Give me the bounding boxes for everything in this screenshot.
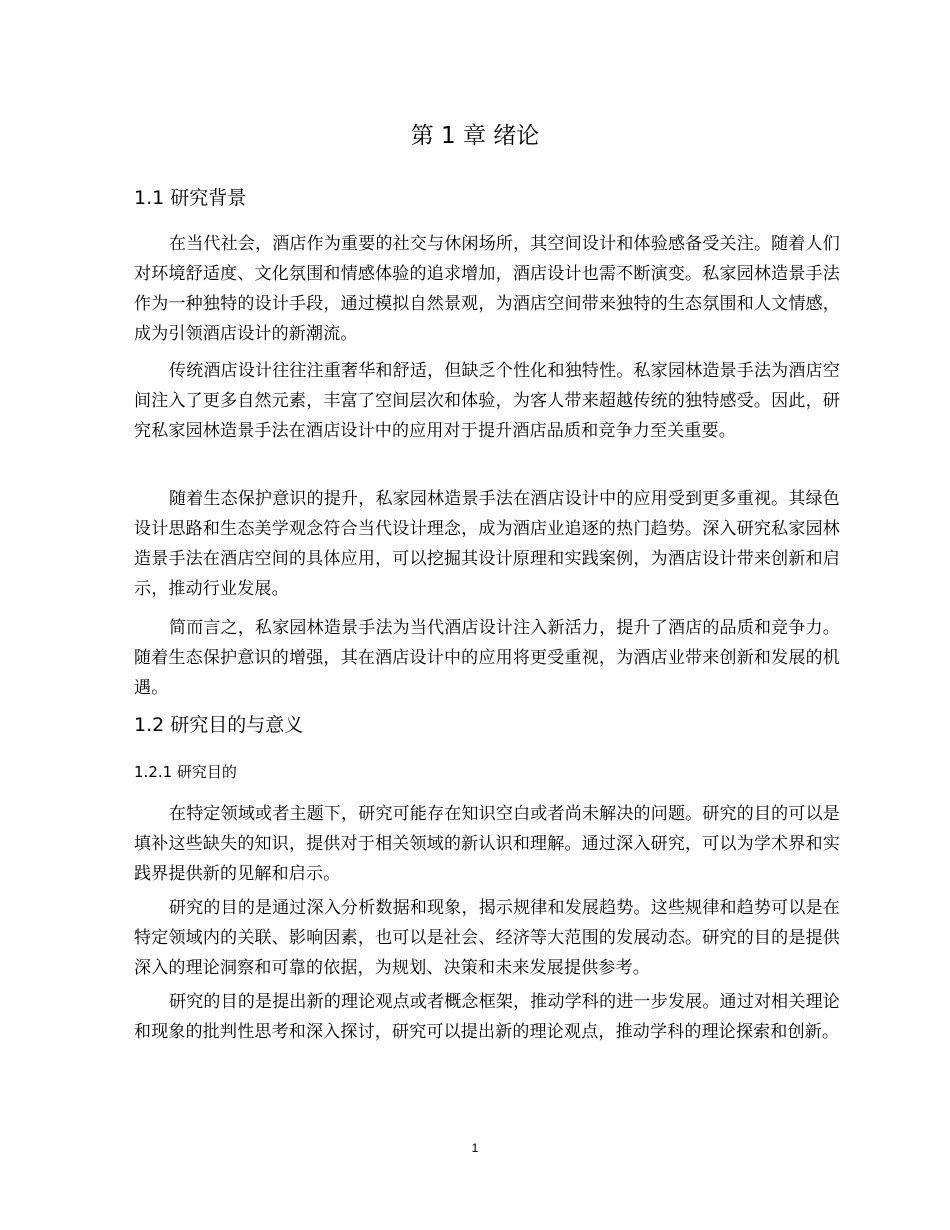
paragraph: 简而言之，私家园林造景手法为当代酒店设计注入新活力，提升了酒店的品质和竞争力。随着生态保护意识的增强，其在酒店设计中的应用将更受重视，为酒店业带来创新和发展的机遇。 xyxy=(134,618,840,698)
section-heading-1-1: 1.1 研究背景 xyxy=(134,187,247,209)
paragraph: 随着生态保护意识的提升，私家园林造景手法在酒店设计中的应用受到更多重视。其绿色设计思路和生态美学观念符合当代设计理念，成为酒店业追逐的热门趋势。深入研究私家园林造景手法在酒店空间的具体应用，可以挖掘其设计原理和实践案例，为酒店设计带来创新和启示，推动行业发展。 xyxy=(134,489,840,599)
paragraph: 在当代社会，酒店作为重要的社交与休闲场所，其空间设计和体验感备受关注。随着人们对环境舒适度、文化氛围和情感体验的追求增加，酒店设计也需不断演变。私家园林造景手法作为一种独特的设计手段，通过模拟自然景观，为酒店空间带来独特的生态氛围和人文情感，成为引领酒店设计的新潮流。 xyxy=(134,234,840,344)
page-number: 1 xyxy=(471,1141,479,1155)
paragraph: 在特定领域或者主题下，研究可能存在知识空白或者尚未解决的问题。研究的目的可以是填补这些缺失的知识，提供对于相关领域的新认识和理解。通过深入研究，可以为学术界和实践界提供新的见解和启示。 xyxy=(134,804,840,884)
chapter-title: 第 1 章 绪论 xyxy=(410,123,540,149)
section-heading-1-2: 1.2 研究目的与意义 xyxy=(134,714,304,736)
subsection-heading-1-2-1: 1.2.1 研究目的 xyxy=(134,763,237,781)
paragraph: 传统酒店设计往往注重奢华和舒适，但缺乏个性化和独特性。私家园林造景手法为酒店空间注入了更多自然元素，丰富了空间层次和体验，为客人带来超越传统的独特感受。因此，研究私家园林造景手法在酒店设计中的应用对于提升酒店品质和竞争力至关重要。 xyxy=(134,361,840,441)
paragraph: 研究的目的是通过深入分析数据和现象，揭示规律和发展趋势。这些规律和趋势可以是在特定领域内的关联、影响因素，也可以是社会、经济等大范围的发展动态。研究的目的是提供深入的理论洞察和可靠的依据，为规划、决策和未来发展提供参考。 xyxy=(134,898,840,978)
paragraph: 研究的目的是提出新的理论观点或者概念框架，推动学科的进一步发展。通过对相关理论和现象的批判性思考和深入探讨，研究可以提出新的理论观点，推动学科的理论探索和创新。 xyxy=(134,992,840,1042)
